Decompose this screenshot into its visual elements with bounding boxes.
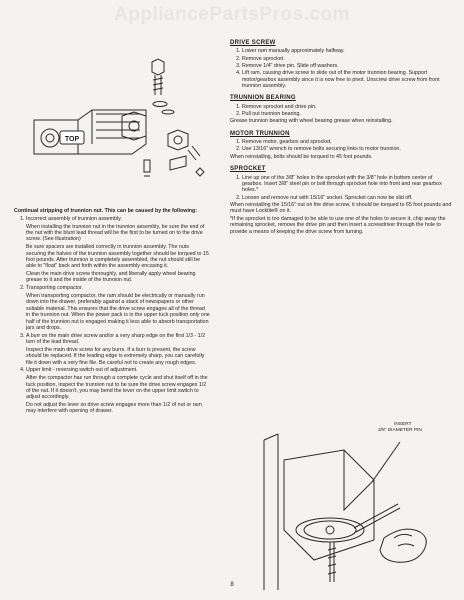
cause-2-title: 2. Transporting compactor. [26, 285, 83, 292]
cause-4-title: 4. Upper limit - reversing switch out of adjustment. [26, 367, 138, 374]
drive-screw-step-1: 1. Lower ram manually approximately halfway. [242, 48, 452, 54]
cause-item-1 [26, 216, 210, 284]
page-number: 8 [230, 582, 234, 588]
drive-screw-step-2: 2. Remove sprocket. [242, 56, 452, 62]
cause-4-para-1: After the compactor has run through a complete cycle and shut itself off in the tuck position, inspect the trunnion nut to be sure the drive screw engages 1/2 of the nut. If it doesn't, you may bend the lever on the upper limit switch to adjust accordingly. [26, 375, 208, 401]
sprocket-pin-illustration [244, 420, 448, 590]
sprocket-pin-drawing [244, 420, 448, 590]
cause-item-2 [26, 285, 210, 331]
motor-trunnion-step-1: 1. Remove motor, gearbox and sprocket. [242, 139, 452, 145]
motor-trunnion-step-2: 2. Use 13/16" wrench to remove bolts securing links to motor trunnion. [242, 146, 452, 152]
drive-screw-steps [230, 48, 452, 89]
trunnion-bearing-heading: TRUNNION BEARING [230, 95, 296, 102]
causes-list [14, 216, 210, 415]
sprocket-note-1: When reinstalling the 15/16" nut on the drive screw, it should be torqued to 65 foot pounds and must have Locktite® on it. [230, 201, 452, 215]
drive-screw-step-3: 3. Remove 1/4" drive pin. Slide off washers. [242, 63, 452, 69]
sprocket-step-2: 2. Loosen and remove nut with 15/16" socket. Sprocket can now be slid off. [242, 195, 452, 201]
intro-paragraph: Continual stripping of trunnion nut. This can be caused by the following: [14, 208, 198, 214]
watermark: AppliancePartsPros.com [114, 4, 350, 25]
pin-diameter-label: 3/8" DIAMETER PIN [378, 428, 422, 433]
drive-screw-heading: DRIVE SCREW [230, 40, 276, 46]
trunnion-bearing-step-2: 2. Pull out trunnion bearing. [242, 111, 452, 117]
trunnion-bearing-section [230, 95, 452, 124]
motor-trunnion-section [230, 131, 452, 160]
sprocket-note-2: *If the sprocket is too damaged to be able to use one of the holes to secure it, chip away the remaining sprocket, remove the drive pin and then insert a screwdriver through the hole to provide a means of keeping the drive screw from turning. [230, 216, 446, 235]
cause-item-4 [26, 367, 210, 414]
motor-trunnion-heading: MOTOR TRUNNION [230, 130, 290, 137]
right-column [230, 40, 452, 241]
cause-2-para-1: When transporting compactor, the ram should be electrically or manually run down into the drawer, preferably against a stack of newspapers or other suitable material. This ensures that the drive screw engages all of the thread in the trunnion nut. When the power pack is in the upper tuck position only one half of the trunnion nut is engaged making it less able to absorb transportation jars and drops. [26, 293, 210, 331]
motor-trunnion-steps [230, 139, 452, 153]
sprocket-section [230, 166, 452, 235]
cause-1-para-3: Clean the main drive screw thoroughly, and liberally apply wheel bearing grease to it and the inside of the trunnion nut. [26, 271, 196, 284]
cause-3-para-1: Inspect the main drive screw for any burrs. If a burr is present, the screw should be replaced. If the leading edge is extremely sharp, you can carefully file it down with a very fine file. Be careful not to create any rough edges. [26, 346, 205, 366]
trunnion-bearing-steps [230, 104, 452, 118]
cause-4-para-2: Do not adjust the lever so drive screw engages more than 1/2 of nut or ram may interfere with opening of drawer. [26, 402, 202, 415]
left-column [14, 208, 210, 416]
cause-item-3 [26, 333, 210, 366]
drive-screw-step-4: 4. Lift ram, causing drive screw to slide out of the motor trunnion bearing. Support motor/gearbox assembly since it is now free to pivot. Unscrew drive screw from front trunnion assembly. [242, 70, 452, 89]
sprocket-heading: SPROCKET [230, 166, 266, 173]
sprocket-steps [230, 175, 452, 201]
motor-trunnion-note: When reinstalling, bolts should be torqued to 45 foot pounds. [230, 153, 373, 160]
sprocket-step-1: 1. Line up one of the 3/8" holes in the sprocket with the 3/8" hole in bottom center of gearbox. Insert 3/8" steel pin or bolt through sprocket hole into front and rear gearbox holes.* [242, 175, 452, 194]
trunnion-assembly-drawing [20, 42, 216, 192]
cause-1-para-2: Be sure spacers are installed correctly in trunnion assembly. The nuts securing the halves of the trunnion assembly together should be torqued to 15 foot pounds. After trunnion is completely assembled, the nut should still be able to "float" back and forth within the assembly encasing it. [26, 244, 209, 270]
trunnion-bearing-step-1: 1. Remove sprocket and drive pin. [242, 104, 452, 110]
drive-screw-section [230, 40, 452, 89]
top-label: TOP [64, 136, 80, 143]
cause-1-para-1: When installing the trunnion nut in the trunnion assembly, be sure the end of the nut with the blunt lead thread will be the first to be turned on to the drive screw. (See illustration) [26, 223, 205, 243]
cause-3-title: 3. A burr on the main drive screw and/or a very sharp edge on the first 1/3 - 1/2 turn of the lead thread. [26, 332, 206, 346]
trunnion-assembly-illustration [20, 42, 216, 192]
cause-1-title: 1. Incorrect assembly of trunnion assembly. [26, 215, 122, 222]
insert-label: INSERT [394, 422, 412, 427]
trunnion-bearing-note: Grease trunnion bearing with wheel bearing grease when reinstalling. [230, 118, 393, 125]
